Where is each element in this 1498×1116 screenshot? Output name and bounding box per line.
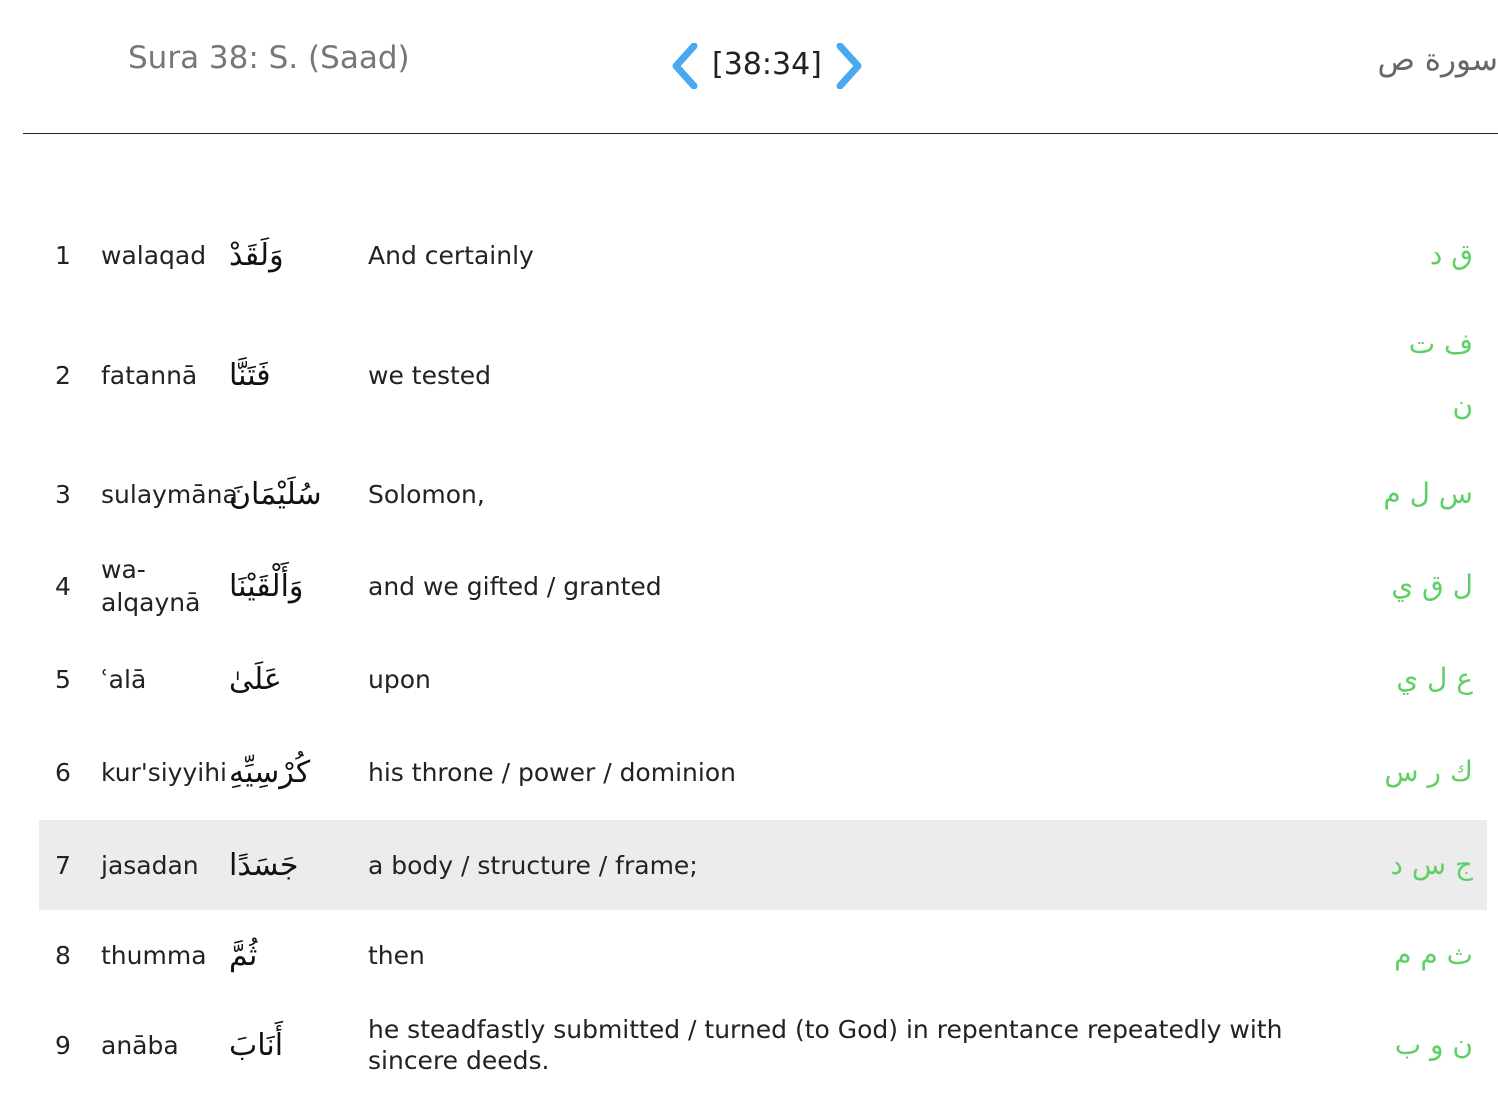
word-number: 9 xyxy=(55,1030,71,1060)
word-roots[interactable]: ق د xyxy=(1429,238,1473,271)
word-meaning: he steadfastly submitted / turned (to God) in repentance repeatedly with sincere deeds. xyxy=(368,1015,1283,1075)
word-meaning: upon xyxy=(368,664,431,694)
word-roots[interactable]: ن و ب xyxy=(1394,1028,1473,1061)
word-row[interactable] xyxy=(39,210,1487,300)
word-transliteration: thumma xyxy=(101,940,207,970)
word-arabic: وَأَلْقَيْنَا xyxy=(229,568,304,604)
word-meaning: and we gifted / granted xyxy=(368,571,662,601)
word-row[interactable] xyxy=(39,450,1487,538)
word-row[interactable] xyxy=(39,1000,1487,1090)
word-arabic: أَنَابَ xyxy=(229,1027,284,1063)
sura-title: Sura 38: S. (Saad) xyxy=(128,40,410,76)
word-row[interactable] xyxy=(39,634,1487,724)
header-divider xyxy=(23,133,1498,134)
word-roots[interactable]: ث م م xyxy=(1394,938,1473,971)
word-number: 7 xyxy=(55,850,71,880)
word-transliteration: kur'siyyihi xyxy=(101,757,228,787)
chevron-left-icon[interactable] xyxy=(668,41,702,91)
word-row-selected[interactable] xyxy=(39,820,1487,910)
word-meaning: then xyxy=(368,940,425,970)
word-transliteration: ʿalā xyxy=(101,664,147,694)
word-transliteration: fatannā xyxy=(101,360,198,390)
word-row[interactable] xyxy=(39,910,1487,1000)
word-arabic: وَلَقَدْ xyxy=(229,237,284,273)
word-transliteration: jasadan xyxy=(101,850,199,880)
verse-navigation xyxy=(668,38,866,94)
word-transliteration: sulaymāna xyxy=(101,479,238,509)
word-meaning: And certainly xyxy=(368,240,534,270)
word-number: 8 xyxy=(55,940,71,970)
sura-arabic-title: سورة ص xyxy=(1377,42,1498,78)
word-roots[interactable]: ج س د xyxy=(1390,848,1473,881)
word-arabic: كُرْسِيِّهِ xyxy=(229,754,311,790)
verse-reference: [38:34] xyxy=(712,46,822,82)
word-number: 2 xyxy=(55,360,71,390)
chevron-right-icon[interactable] xyxy=(832,41,866,91)
word-row[interactable] xyxy=(39,724,1487,820)
word-transliteration: walaqad xyxy=(101,240,207,270)
word-number: 5 xyxy=(55,664,71,694)
word-meaning: we tested xyxy=(368,360,492,390)
word-arabic: ثُمَّ xyxy=(229,937,258,973)
word-roots[interactable]: ف ت ن xyxy=(1408,327,1473,422)
word-transliteration: wa-alqaynā xyxy=(101,555,201,617)
word-row[interactable] xyxy=(39,300,1487,450)
word-number: 1 xyxy=(55,240,71,270)
word-number: 3 xyxy=(55,479,71,509)
word-roots[interactable]: س ل م xyxy=(1383,477,1473,510)
word-row[interactable] xyxy=(39,538,1487,634)
word-arabic: سُلَيْمَانَ xyxy=(229,476,322,512)
word-number: 4 xyxy=(55,571,71,601)
word-transliteration: anāba xyxy=(101,1030,179,1060)
word-meaning: a body / structure / frame; xyxy=(368,850,698,880)
header xyxy=(0,0,1498,135)
word-roots[interactable]: ع ل ي xyxy=(1396,662,1473,695)
word-arabic: جَسَدًا xyxy=(229,847,299,883)
word-number: 6 xyxy=(55,757,71,787)
word-arabic: فَتَنَّا xyxy=(229,357,271,393)
word-arabic: عَلَىٰ xyxy=(229,661,282,697)
word-meaning: Solomon, xyxy=(368,479,485,509)
word-roots[interactable]: ك ر س xyxy=(1384,755,1473,788)
word-roots[interactable]: ل ق ي xyxy=(1391,569,1473,602)
word-meaning: his throne / power / dominion xyxy=(368,757,736,787)
